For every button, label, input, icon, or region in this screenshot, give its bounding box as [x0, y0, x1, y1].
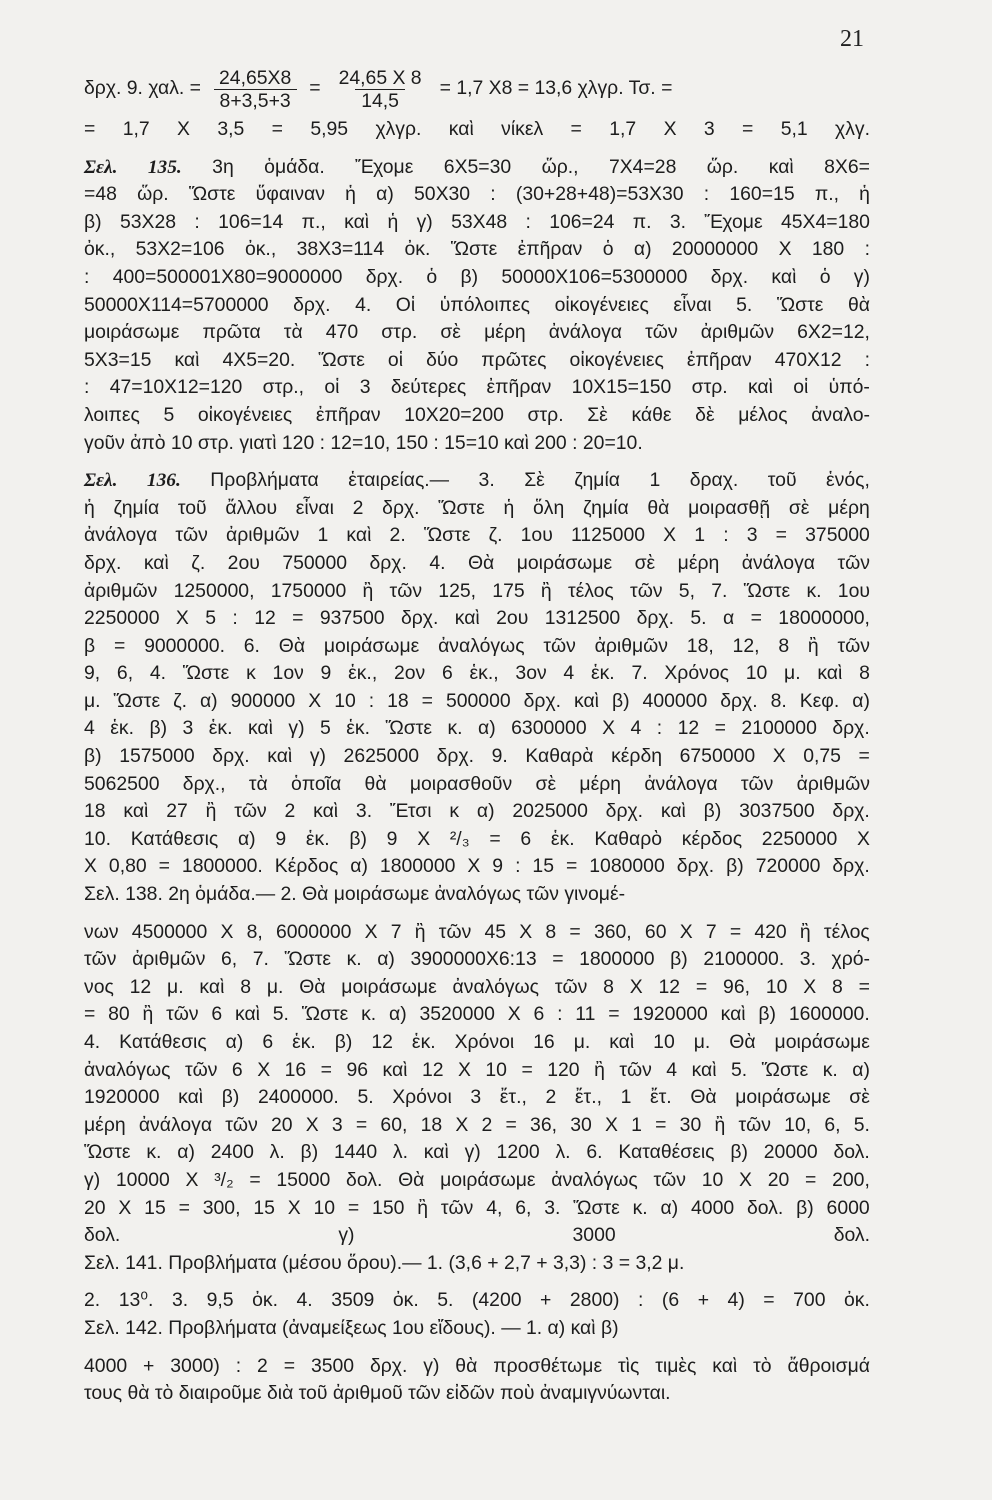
text-line: = 80 ἢ τῶν 6 καὶ 5. Ὥστε κ. α) 3520000 Χ 6 : 11 = 1920000 καὶ β) 1600000. [84, 1003, 870, 1026]
page-number: 21 [840, 26, 864, 52]
text-line: : 400=500001Χ80=9000000 δρχ. ὁ β) 50000Χ106=5300000 δρχ. καὶ ὁ γ) [84, 265, 870, 288]
fraction-equals: = [309, 77, 321, 100]
text-line: Χ 0,80 = 1800000. Κέρδος α) 1800000 Χ 9 : 15 = 1080000 δρχ. β) 720000 δρχ. [84, 855, 870, 878]
text-line: Σελ. 135. 3η ὁμάδα. Ἔχομε 6Χ5=30 ὥρ., 7Χ4=28 ὥρ. καὶ 8Χ6= [84, 155, 870, 178]
text-lines [84, 116, 870, 1408]
text-line: ἡ ζημία τοῦ ἄλλου εἶναι 2 δρχ. Ὥστε ἡ ὅλη ζημία θὰ μοιρασθῇ σὲ μέρη [84, 496, 870, 519]
fraction-1-numerator: 24,65Χ8 [219, 66, 292, 89]
text-line: =48 ὥρ. Ὥστε ὕφαιναν ἡ α) 50Χ30 : (30+28+48)=53Χ30 : 160=15 π., ἡ [84, 183, 870, 206]
fraction-2 [333, 67, 428, 112]
fraction-2-denominator: 14,5 [355, 89, 405, 112]
text-line: 4 ἑκ. β) 3 ἑκ. καὶ γ) 5 ἑκ. Ὥστε κ. α) 6300000 Χ 4 : 12 = 2100000 δρχ. [84, 717, 870, 740]
text-line: γ) 10000 Χ ³/₂ = 15000 δολ. Θὰ μοιράσωμε ἀναλόγως τῶν 10 Χ 20 = 200, [84, 1168, 870, 1191]
page-body [84, 62, 870, 1408]
text-line: β) 53Χ28 : 106=14 π., καὶ ἡ γ) 53Χ48 : 106=24 π. 3. Ἔχομε 45Χ4=180 [84, 210, 870, 233]
text-line: μέρη ἀνάλογα τῶν 20 Χ 3 = 60, 18 Χ 2 = 36, 30 Χ 1 = 30 ἢ τῶν 10, 6, 5. [84, 1113, 870, 1136]
text-line: Σελ. 142. Προβλήματα (ἀναμείξεως 1ου εἴδους). — 1. α) καὶ β) [84, 1316, 619, 1339]
text-line: ἀναλόγως τῶν 6 Χ 16 = 96 καὶ 12 Χ 10 = 120 ἢ τῶν 4 καὶ 5. Ὥστε κ. α) [84, 1058, 870, 1081]
text-line: 4. Κατάθεσις α) 6 ἑκ. β) 12 ἑκ. Χρόνοι 16 μ. καὶ 10 μ. Θὰ μοιράσωμε [84, 1031, 870, 1053]
text-line: 9, 6, 4. Ὥστε κ 1ον 9 ἑκ., 2ον 6 ἑκ., 3ον 4 ἑκ. 7. Χρόνος 10 μ. καὶ 8 [84, 662, 870, 685]
text-line: 1920000 καὶ β) 2400000. 5. Χρόνοι 3 ἔτ., 2 ἔτ., 1 ἔτ. Θὰ μοιράσωμε σὲ [84, 1086, 870, 1109]
text-line: ἀριθμῶν 1250000, 1750000 ἢ τῶν 125, 175 ἢ τέλος τῶν 5, 7. Ὥστε κ. 1ου [84, 579, 870, 602]
text-line: Σελ. 136. Προβλήματα ἑταιρείας.— 3. Σὲ ζημία 1 δραχ. τοῦ ἑνός, [84, 469, 870, 492]
text-line: μοιράσωμε πρῶτα τὰ 470 στρ. σὲ μέρη ἀνάλογα τῶν ἀριθμῶν 6Χ2=12, [84, 321, 870, 344]
text-line: 50000Χ114=5700000 δρχ. 4. Οἱ ὑπόλοιπες οἰκογένειες εἶναι 5. Ὥστε θὰ [84, 293, 870, 316]
fraction-line-lead: δρχ. 9. χαλ. = [84, 77, 201, 100]
fraction-1 [213, 67, 297, 112]
text-line: δολ. γ) 3000 δολ. [84, 1224, 870, 1247]
text-line: Σελ. 141. Προβλήματα (μέσου ὅρου).— 1. (3,6 + 2,7 + 3,3) : 3 = 3,2 μ. [84, 1251, 685, 1274]
text-line: 2. 13⁰. 3. 9,5 ὀκ. 4. 3509 ὀκ. 5. (4200 + 2800) : (6 + 4) = 700 ὀκ. [84, 1289, 870, 1312]
text-line: νων 4500000 Χ 8, 6000000 Χ 7 ἢ τῶν 45 Χ 8 = 360, 60 Χ 7 = 420 ἢ τέλος [84, 920, 870, 943]
text-line: τῶν ἀριθμῶν 6, 7. Ὥστε κ. α) 3900000Χ6:13 = 1800000 β) 2100000. 3. χρό- [84, 948, 870, 971]
text-line: β = 9000000. 6. Θὰ μοιράσωμε ἀναλόγως τῶν ἀριθμῶν 18, 12, 8 ἢ τῶν [84, 634, 870, 657]
text-line: 5Χ3=15 καὶ 4Χ5=20. Ὥστε οἱ δύο πρῶτες οἰκογένειες ἐπῆραν 470Χ12 : [84, 348, 870, 371]
text-line: 4000 + 3000) : 2 = 3500 δρχ. γ) θὰ προσθέτωμε τὶς τιμὲς καὶ τὸ ἄθροισμά [84, 1354, 870, 1377]
text-line: Σελ. 138. 2η ὁμάδα.— 2. Θὰ μοιράσωμε ἀναλόγως τῶν γινομέ- [84, 883, 626, 906]
text-line: νος 12 μ. καὶ 8 μ. Θὰ μοιράσωμε ἀναλόγως τῶν 8 Χ 12 = 96, 10 Χ 8 = [84, 975, 870, 998]
fraction-line [84, 62, 870, 116]
text-line: 18 καὶ 27 ἢ τῶν 2 καὶ 3. Ἔτσι κ α) 2025000 δρχ. καὶ β) 3037500 δρχ. [84, 800, 870, 823]
text-line: δρχ. καὶ ζ. 2ου 750000 δρχ. 4. Θὰ μοιράσωμε σὲ μέρη ἀνάλογα τῶν [84, 551, 870, 574]
text-line: μ. Ὥστε ζ. α) 900000 Χ 10 : 18 = 500000 δρχ. καὶ β) 400000 δρχ. 8. Κεφ. α) [84, 689, 870, 712]
text-line: 5062500 δρχ., τὰ ὁποῖα θὰ μοιρασθοῦν σὲ μέρη ἀνάλογα τῶν ἀριθμῶν [84, 772, 870, 795]
text-line: γοῦν ἀπὸ 10 στρ. γιατὶ 120 : 12=10, 150 : 15=10 καὶ 200 : 20=10. [84, 431, 643, 454]
fraction-1-denominator: 8+3,5+3 [214, 89, 297, 112]
text-line: = 1,7 Χ 3,5 = 5,95 χλγρ. καὶ νίκελ = 1,7 Χ 3 = 5,1 χλγ. [84, 118, 870, 140]
text-line: 10. Κατάθεσις α) 9 ἑκ. β) 9 Χ ²/₃ = 6 ἑκ. Καθαρὸ κέρδος 2250000 Χ [84, 827, 870, 850]
text-line: ἀνάλογα τῶν ἀριθμῶν 1 καὶ 2. Ὥστε ζ. 1ου 1125000 Χ 1 : 3 = 375000 [84, 524, 870, 547]
text-line: ὀκ., 53Χ2=106 ὀκ., 38Χ3=114 ὀκ. Ὥστε ἐπῆραν ὁ α) 20000000 Χ 180 : [84, 238, 870, 261]
text-line: : 47=10Χ12=120 στρ., οἱ 3 δεύτερες ἐπῆραν 10Χ15=150 στρ. καὶ οἱ ὑπό- [84, 376, 870, 399]
text-line: Ὥστε κ. α) 2400 λ. β) 1440 λ. καὶ γ) 1200 λ. 6. Καταθέσεις β) 20000 δολ. [84, 1141, 870, 1164]
text-line: 20 Χ 15 = 300, 15 Χ 10 = 150 ἢ τῶν 4, 6, 3. Ὥστε κ. α) 4000 δολ. β) 6000 [84, 1196, 870, 1219]
fraction-2-numerator: 24,65 Χ 8 [338, 66, 422, 89]
text-line: τους θὰ τὸ διαιροῦμε διὰ τοῦ ἀριθμοῦ τῶν εἰδῶν ποὺ ἀναμιγνύωνται. [84, 1382, 671, 1405]
text-line: 2250000 Χ 5 : 12 = 937500 δρχ. καὶ 2ου 1312500 δρχ. 5. α = 18000000, [84, 607, 870, 630]
fraction-line-tail: = 1,7 Χ8 = 13,6 χλγρ. Τσ. = [439, 77, 673, 100]
text-line: β) 1575000 δρχ. καὶ γ) 2625000 δρχ. 9. Καθαρὰ κέρδη 6750000 Χ 0,75 = [84, 745, 870, 768]
text-line: λοιπες 5 οἰκογένειες ἐπῆραν 10Χ20=200 στρ. Σὲ κάθε δὲ μέλος ἀναλο- [84, 403, 870, 426]
